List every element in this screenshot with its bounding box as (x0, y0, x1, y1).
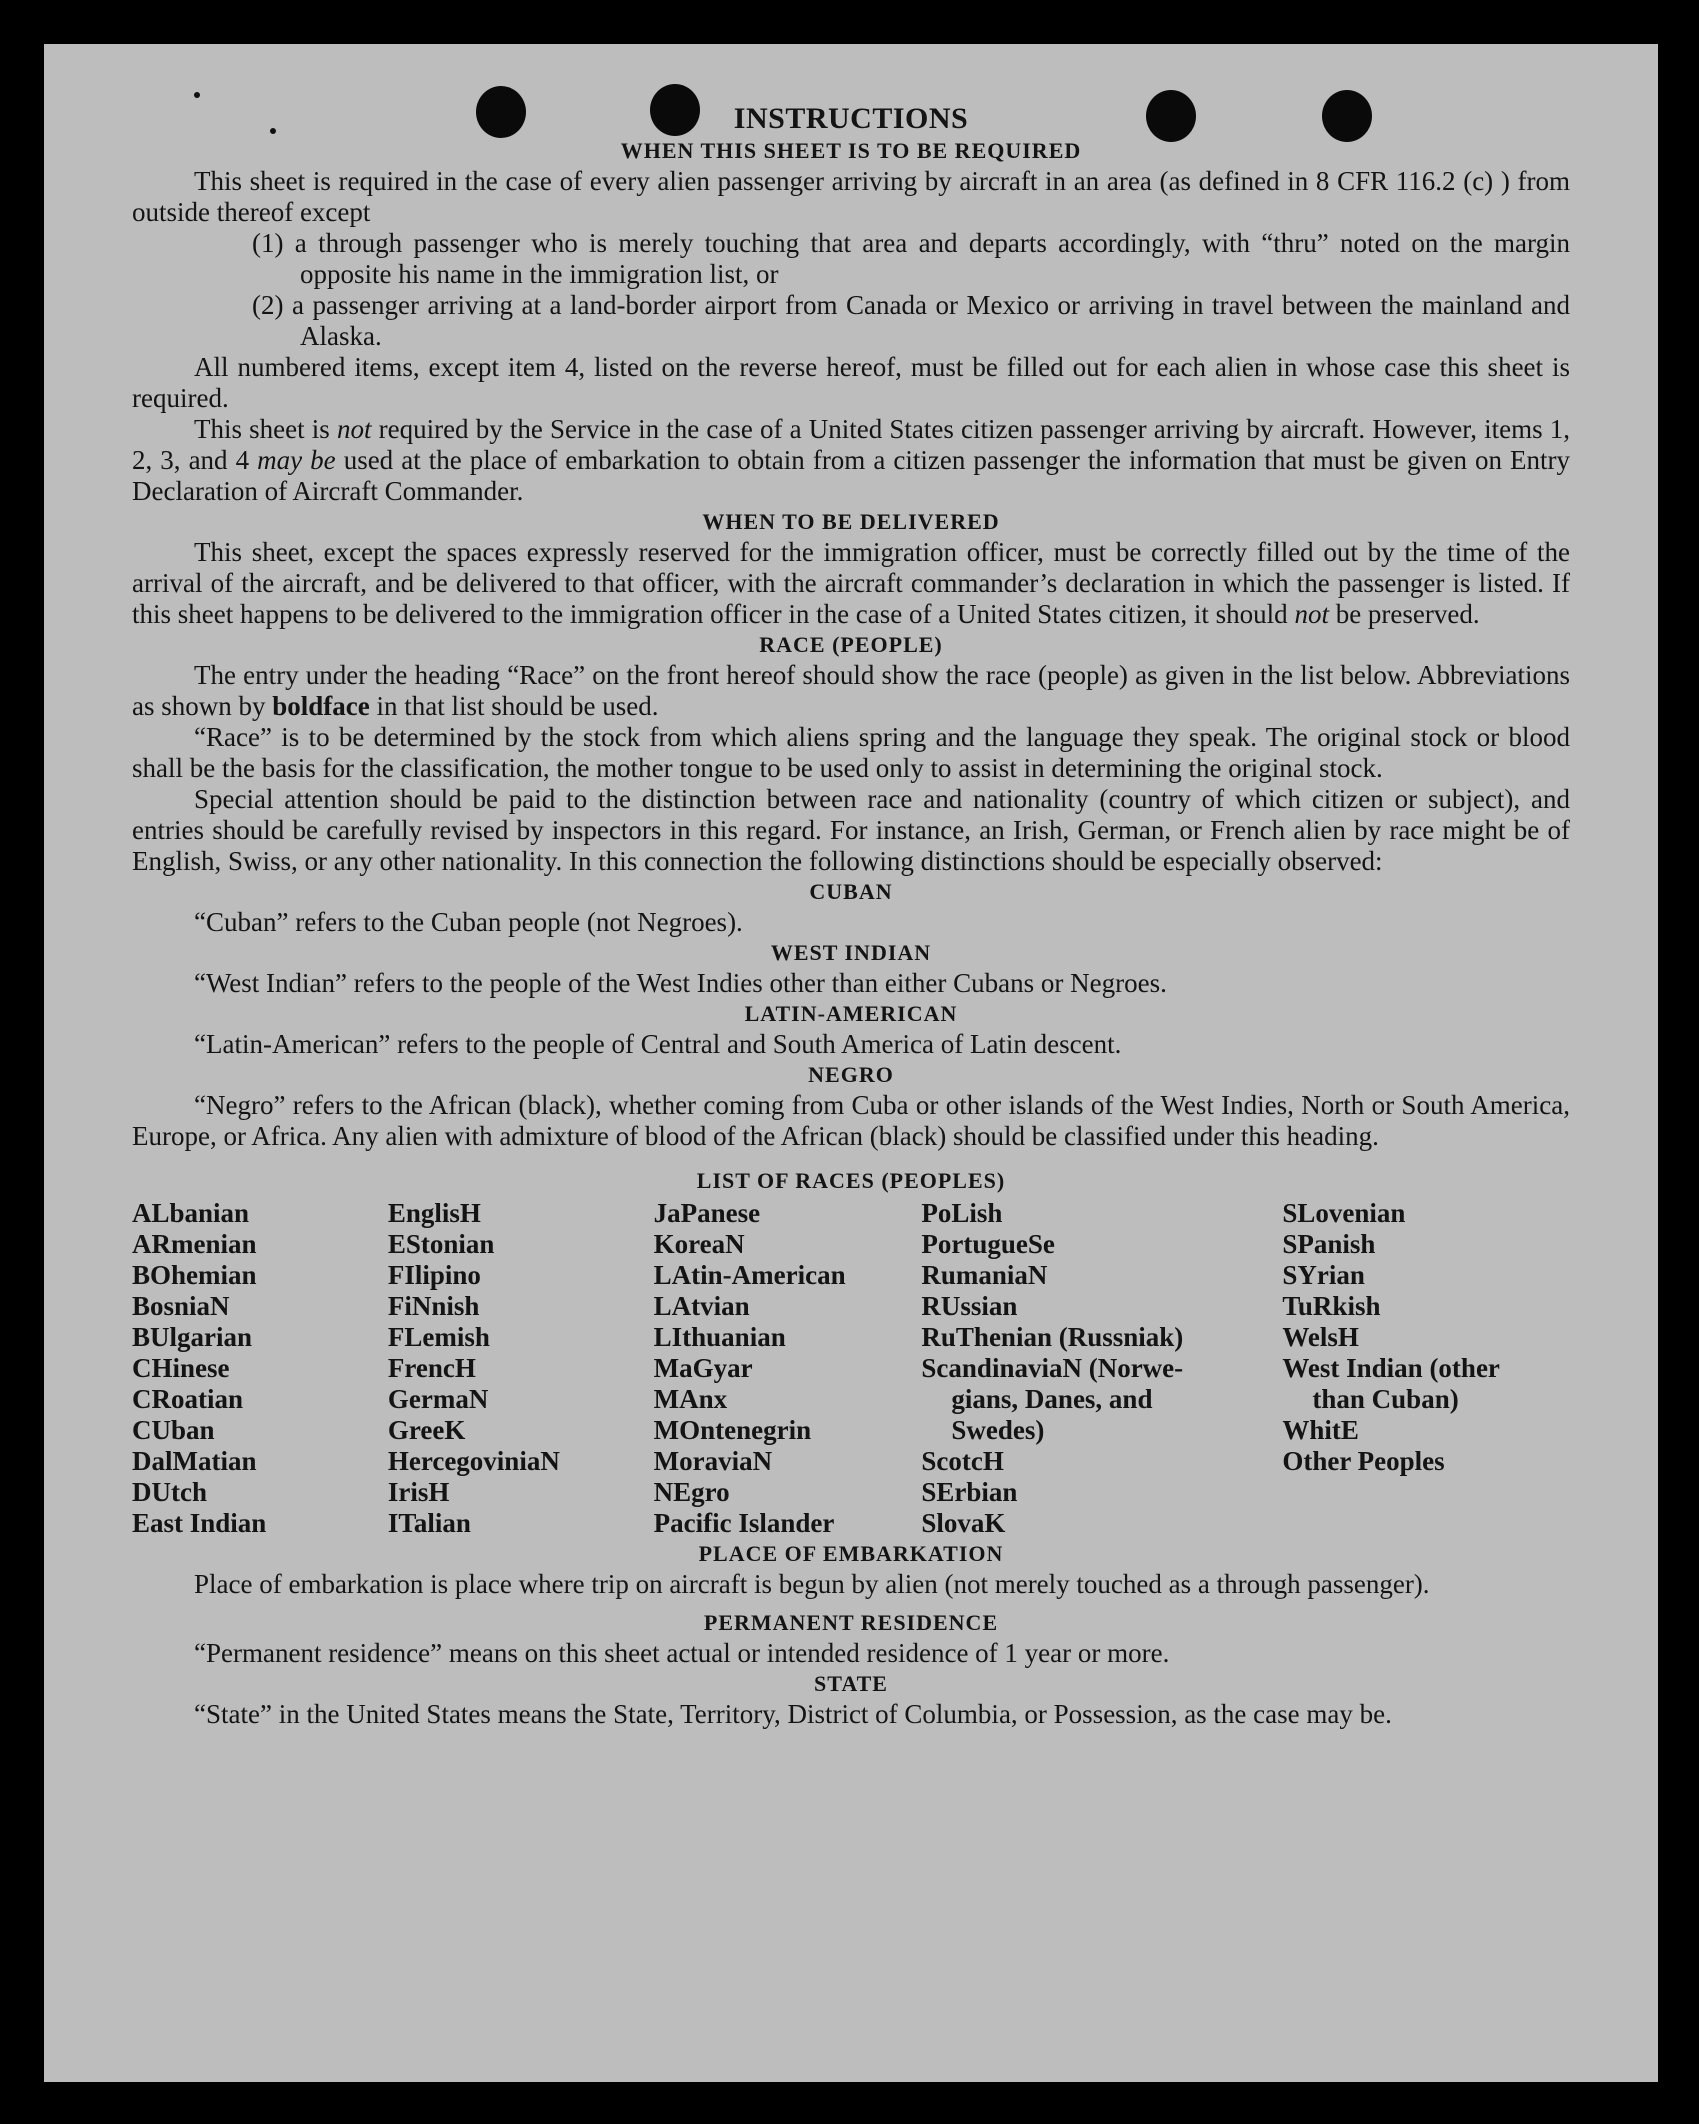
race-entry: PortugueSe (921, 1229, 1055, 1259)
race-entry: East Indian (132, 1508, 267, 1538)
race-entry: BUlgarian (132, 1322, 253, 1352)
race-para-1: The entry under the heading “Race” on the front hereof should show the race (people) as given in the list below. Abbreviations as shown by boldface in that list should be used. (132, 660, 1570, 721)
race-entry: WelsH (1282, 1322, 1359, 1352)
section-heading-negro: NEGRO (808, 1062, 894, 1087)
race-entry: West Indian (other (1282, 1353, 1500, 1383)
race-entry: LAtvian (653, 1291, 750, 1321)
race-entry: FLemish (387, 1322, 490, 1352)
section-heading-west-indian: WEST INDIAN (770, 940, 932, 965)
race-entry: NEgro (653, 1477, 730, 1507)
punch-hole (476, 86, 526, 138)
required-para-3: This sheet is not required by the Service in the case of a United States citizen passenger arriving by aircraft. However, items 1, 2, 3, and 4 may be used at the place of embarkation to obtain from a citizen passenger the information that must be given on Entry Declaration of Aircraft Commander. (132, 414, 1571, 506)
punch-hole (1322, 90, 1372, 142)
race-entry: LIthuanian (653, 1322, 786, 1352)
race-entry: RUssian (921, 1291, 1018, 1321)
race-entry: EStonian (387, 1229, 495, 1259)
section-heading-cuban: CUBAN (809, 879, 893, 904)
race-entry: LAtin-American (653, 1260, 846, 1290)
race-entry: HercegoviniaN (387, 1446, 560, 1476)
race-entry: TuRkish (1282, 1291, 1381, 1321)
embarkation-text: Place of embarkation is place where trip on aircraft is begun by alien (not merely touched as a through passenger). (194, 1569, 1430, 1599)
punch-hole (1146, 90, 1196, 142)
race-entry: FrencH (387, 1353, 476, 1383)
section-heading-races-list: LIST OF RACES (PEOPLES) (696, 1168, 1006, 1193)
section-heading-race: RACE (PEOPLE) (759, 632, 943, 657)
required-para-2: All numbered items, except item 4, listed on the reverse hereof, must be filled out for each alien in whose case this sheet is required. (132, 352, 1570, 413)
race-entry: IrisH (387, 1477, 450, 1507)
residence-text: “Permanent residence” means on this sheet actual or intended residence of 1 year or more. (194, 1638, 1170, 1668)
punch-hole (650, 84, 700, 136)
required-item-1: (1) a through passenger who is merely touching that area and departs accordingly, with “thru” noted on the margin opposite his name in the immigration list, or (252, 228, 1570, 289)
state-text: “State” in the United States means the State, Territory, District of Columbia, or Possession, as the case may be. (194, 1699, 1392, 1729)
race-entry: ScandinaviaN (Norwe- (921, 1353, 1184, 1383)
required-item-2: (2) a passenger arriving at a land-border airport from Canada or Mexico or arriving in travel between the mainland and Alaska. (252, 290, 1570, 351)
race-entry: MoraviaN (653, 1446, 773, 1476)
negro-text: “Negro” refers to the African (black), whether coming from Cuba or other islands of the West Indies, North or South America, Europe, or Africa. Any alien with admixture of blood of the African (black) should be classified under this heading. (132, 1090, 1570, 1151)
race-entry: CRoatian (132, 1384, 244, 1414)
race-entry: than Cuban) (1312, 1384, 1459, 1414)
delivered-text: This sheet, except the spaces expressly reserved for the immigration officer, must be correctly filled out by the time of the arrival of the aircraft, and be delivered to that officer, with the aircraft commander’s declaration in which the passenger is listed. If this sheet happens to be delivered to the immigration officer in the case of a United States citizen, it should not be preserved. (132, 537, 1570, 629)
section-heading-residence: PERMANENT RESIDENCE (703, 1610, 999, 1635)
required-intro: This sheet is required in the case of every alien passenger arriving by aircraft in an area (as defined in 8 CFR 116.2 (c) ) from outside thereof except (132, 166, 1570, 227)
races-column-4 (921, 1198, 1282, 1539)
race-entry: PoLish (921, 1198, 1003, 1228)
race-entry: MaGyar (653, 1353, 753, 1383)
race-entry: SErbian (921, 1477, 1018, 1507)
race-entry: SLovenian (1282, 1198, 1406, 1228)
race-entry: JaPanese (653, 1198, 761, 1228)
races-column-3 (654, 1198, 922, 1539)
section-heading-required: WHEN THIS SHEET IS TO BE REQUIRED (620, 138, 1082, 163)
races-list (132, 1198, 1570, 1539)
race-entry: RumaniaN (921, 1260, 1048, 1290)
section-heading-latin-american: LATIN-AMERICAN (744, 1001, 958, 1026)
race-entry: ALbanian (132, 1198, 250, 1228)
race-entry: RuThenian (Russniak) (921, 1322, 1184, 1352)
west-indian-text: “West Indian” refers to the people of the West Indies other than either Cubans or Negroes. (194, 968, 1167, 998)
race-entry: BosniaN (132, 1291, 230, 1321)
races-column-1 (132, 1198, 388, 1539)
race-entry: BOhemian (132, 1260, 257, 1290)
race-entry: ScotcH (921, 1446, 1004, 1476)
race-entry: FiNnish (387, 1291, 480, 1321)
section-heading-delivered: WHEN TO BE DELIVERED (702, 509, 1000, 534)
race-entry: DUtch (132, 1477, 207, 1507)
race-entry: CHinese (132, 1353, 230, 1383)
race-para-3: Special attention should be paid to the distinction between race and nationality (country of which citizen or subject), and entries should be carefully revised by inspectors in this regard. For instance, an Irish, German, or French alien by race might be of English, Swiss, or any other nationality. In this connection the following distinctions should be especially observed: (132, 784, 1570, 876)
race-entry: CUban (132, 1415, 215, 1445)
cuban-text: “Cuban” refers to the Cuban people (not Negroes). (194, 907, 743, 937)
document-sheet (44, 44, 1658, 2082)
race-entry: Pacific Islander (653, 1508, 835, 1538)
race-para-2: “Race” is to be determined by the stock from which aliens spring and the language they speak. The original stock or blood shall be the basis for the classification, the mother tongue to be used only to assist in determining the original stock. (132, 722, 1570, 783)
race-entry: Other Peoples (1282, 1446, 1445, 1476)
race-entry: SPanish (1282, 1229, 1376, 1259)
races-column-5 (1282, 1198, 1570, 1539)
race-entry: GermaN (387, 1384, 489, 1414)
race-entry: FIlipino (387, 1260, 481, 1290)
race-entry: KoreaN (653, 1229, 745, 1259)
races-column-2 (388, 1198, 654, 1539)
race-entry: SlovaK (921, 1508, 1006, 1538)
section-heading-state: STATE (814, 1671, 888, 1696)
race-entry: ITalian (387, 1508, 471, 1538)
race-entry: EnglisH (387, 1198, 481, 1228)
race-entry: SYrian (1282, 1260, 1365, 1290)
race-entry: DalMatian (132, 1446, 257, 1476)
race-entry: gians, Danes, and (951, 1384, 1153, 1414)
race-entry: MOntenegrin (653, 1415, 812, 1445)
page-title: INSTRUCTIONS (733, 102, 969, 135)
section-heading-embarkation: PLACE OF EMBARKATION (698, 1541, 1004, 1566)
speck (194, 92, 200, 98)
latin-american-text: “Latin-American” refers to the people of Central and South America of Latin descent. (194, 1029, 1122, 1059)
race-entry: MAnx (653, 1384, 728, 1414)
race-entry: GreeK (387, 1415, 466, 1445)
race-entry: WhitE (1282, 1415, 1359, 1445)
race-entry: Swedes) (951, 1415, 1045, 1445)
race-entry: ARmenian (132, 1229, 257, 1259)
speck (270, 128, 276, 134)
